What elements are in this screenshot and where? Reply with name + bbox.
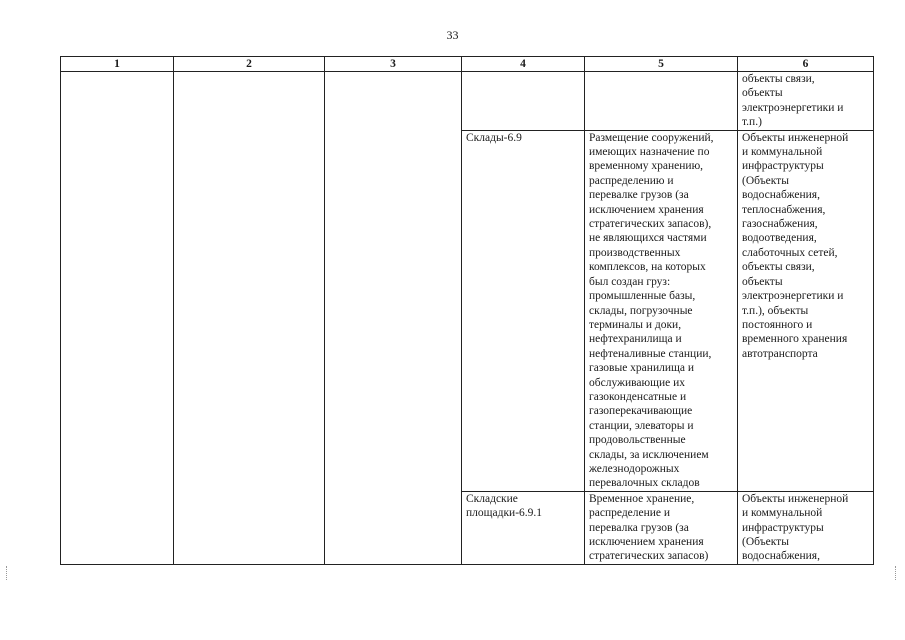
cell-description: Размещение сооружений, имеющих назначение по временному хранению, распределению и перевалке грузов (за исключением хранения стратегических запасов), не являющихся частями производственных комплексов, на которых был создан груз: промышленные базы, склады, погрузочные терминалы и доки, нефтехранилища и нефтеналивные станции, газовые хранилища и обслуживающие их газоконденсатные и газоперекачивающие станции, элеваторы и продовольственные склады, за исключением железнодорожных перевалочных складов <box>585 130 738 491</box>
cell-col-1 <box>61 72 174 565</box>
land-use-table <box>60 56 874 565</box>
header-row <box>61 57 874 72</box>
cell-permitted-objects: Объекты инженерной и коммунальной инфраструктуры (Объекты водоснабжения, <box>738 491 874 564</box>
header-col-3: 3 <box>325 57 462 72</box>
header-col-6: 6 <box>738 57 874 72</box>
cell-col-2 <box>174 72 325 565</box>
header-col-2: 2 <box>174 57 325 72</box>
cell-description: Временное хранение, распределение и перевалка грузов (за исключением хранения стратегических запасов) <box>585 491 738 564</box>
cell-permitted-objects: объекты связи, объекты электроэнергетики и т.п.) <box>738 72 874 131</box>
cell-use-type: Складские площадки-6.9.1 <box>462 491 585 564</box>
table-row <box>61 72 874 131</box>
cell-description <box>585 72 738 131</box>
header-col-4: 4 <box>462 57 585 72</box>
cell-col-3 <box>325 72 462 565</box>
cell-use-type: Склады-6.9 <box>462 130 585 491</box>
scan-edge-mark-right <box>895 566 898 580</box>
scan-edge-mark-left <box>6 566 9 580</box>
cell-permitted-objects: Объекты инженерной и коммунальной инфраструктуры (Объекты водоснабжения, теплоснабжения, газоснабжения, водоотведения, слаботочных сетей, объекты связи, объекты электроэнергетики и т.п.), объекты постоянного и временного хранения автотранспорта <box>738 130 874 491</box>
header-col-1: 1 <box>61 57 174 72</box>
header-col-5: 5 <box>585 57 738 72</box>
cell-use-type <box>462 72 585 131</box>
page-number: 33 <box>446 28 459 42</box>
